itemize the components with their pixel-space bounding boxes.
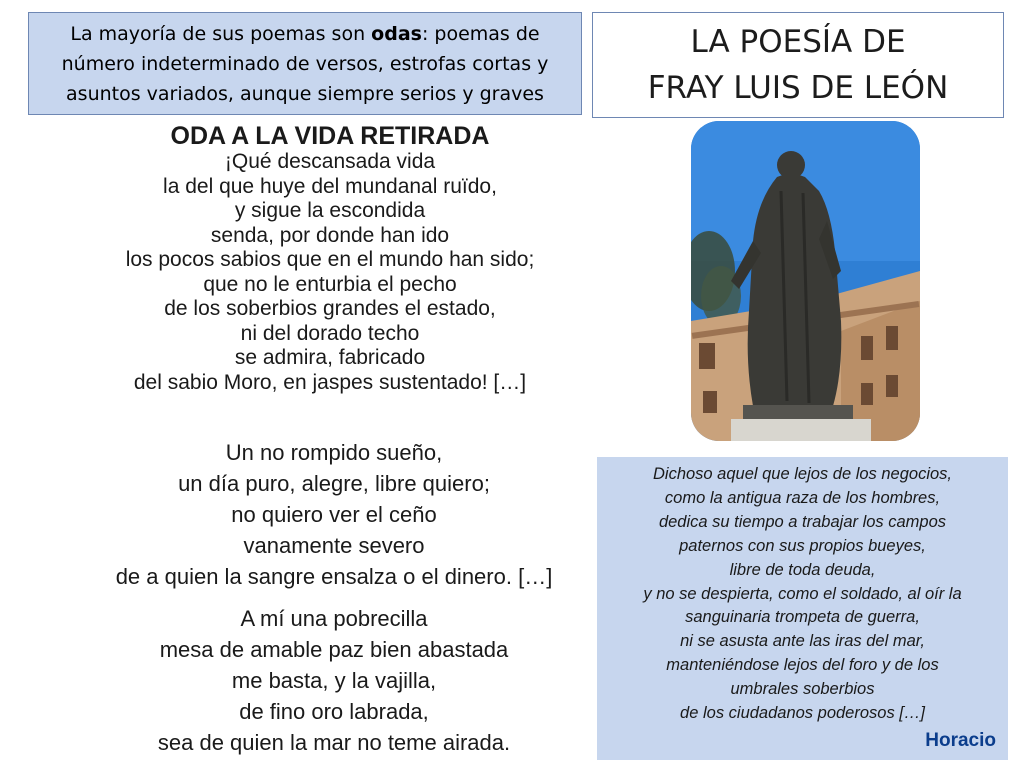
poem-line: vanamente severo [243,533,425,558]
quote-line: paternos con sus propios bueyes, [679,536,926,555]
horace-quote-box [597,457,1008,760]
intro-text-end: : poemas de número indeterminado de versos, estrofas cortas y asuntos variados, aunque siempre serios y graves [61,22,549,105]
poem-line: de los soberbios grandes el estado, [164,297,496,320]
poem-line: Un no rompido sueño, [225,440,443,465]
quote-line: dedica su tiempo a trabajar los campos [658,512,947,531]
poem-stanza-3 [66,603,602,758]
poem-line: de fino oro labrada, [239,699,429,724]
poem-line: senda, por donde han ido [210,223,450,247]
page-title [592,12,1004,118]
poem-line: un día puro, alegre, libre quiero; [178,471,490,496]
quote-line: manteniéndose lejos del foro y de los [666,656,939,675]
intro-text-start: La mayoría de sus poemas son [70,22,372,45]
poem-line: A mí una pobrecilla [240,606,428,631]
poem-line: ¡Qué descansada vida [224,150,436,173]
poem-line: sea de quien la mar no teme airada. [157,730,511,755]
quote-line: sanguinaria trompeta de guerra, [685,608,920,627]
quote-line: de los ciudadanos poderosos […] [680,704,925,723]
intro-box [28,12,582,115]
intro-highlight-odas: odas [371,22,422,45]
poem-stanza-1 [70,150,590,395]
quote-line: libre de toda deuda, [729,560,876,579]
poem-line: la del que huye del mundanal ruïdo, [163,174,497,198]
quote-line: como la antigua raza de los hombres, [664,488,941,507]
page-title-line1: LA POESÍA DE [690,24,906,60]
quote-line: ni se asusta ante las iras del mar, [680,632,925,651]
poem-line: y sigue la escondida [234,199,426,222]
poem-title: ODA A LA VIDA RETIRADA [170,122,490,150]
poem-line: mesa de amable paz bien abastada [159,637,509,662]
statue-photo [691,121,920,441]
intro-text [39,19,571,109]
quote-line: umbrales soberbios [730,680,875,699]
poem-line: de a quien la sangre ensalza o el dinero. […] [115,564,553,589]
poem-line: no quiero ver el ceño [231,502,437,527]
poem-line: se admira, fabricado [234,346,426,369]
quote-author: Horacio [925,730,996,751]
poem-line: me basta, y la vajilla, [231,668,437,693]
horace-quote-lines [603,463,1002,726]
quote-line: y no se despierta, como el soldado, al oír la [643,584,962,603]
poem-stanza-2 [66,437,602,592]
poem-line: que no le enturbia el pecho [203,272,457,296]
poem-line: los pocos sabios que en el mundo han sido; [125,248,535,271]
quote-line: Dichoso aquel que lejos de los negocios, [652,465,953,483]
statue-illustration [691,121,920,441]
poem-line: ni del dorado techo [240,321,420,345]
page-title-line2: FRAY LUIS DE LEÓN [647,70,949,106]
poem-line: del sabio Moro, en jaspes sustentado! […] [133,370,527,394]
